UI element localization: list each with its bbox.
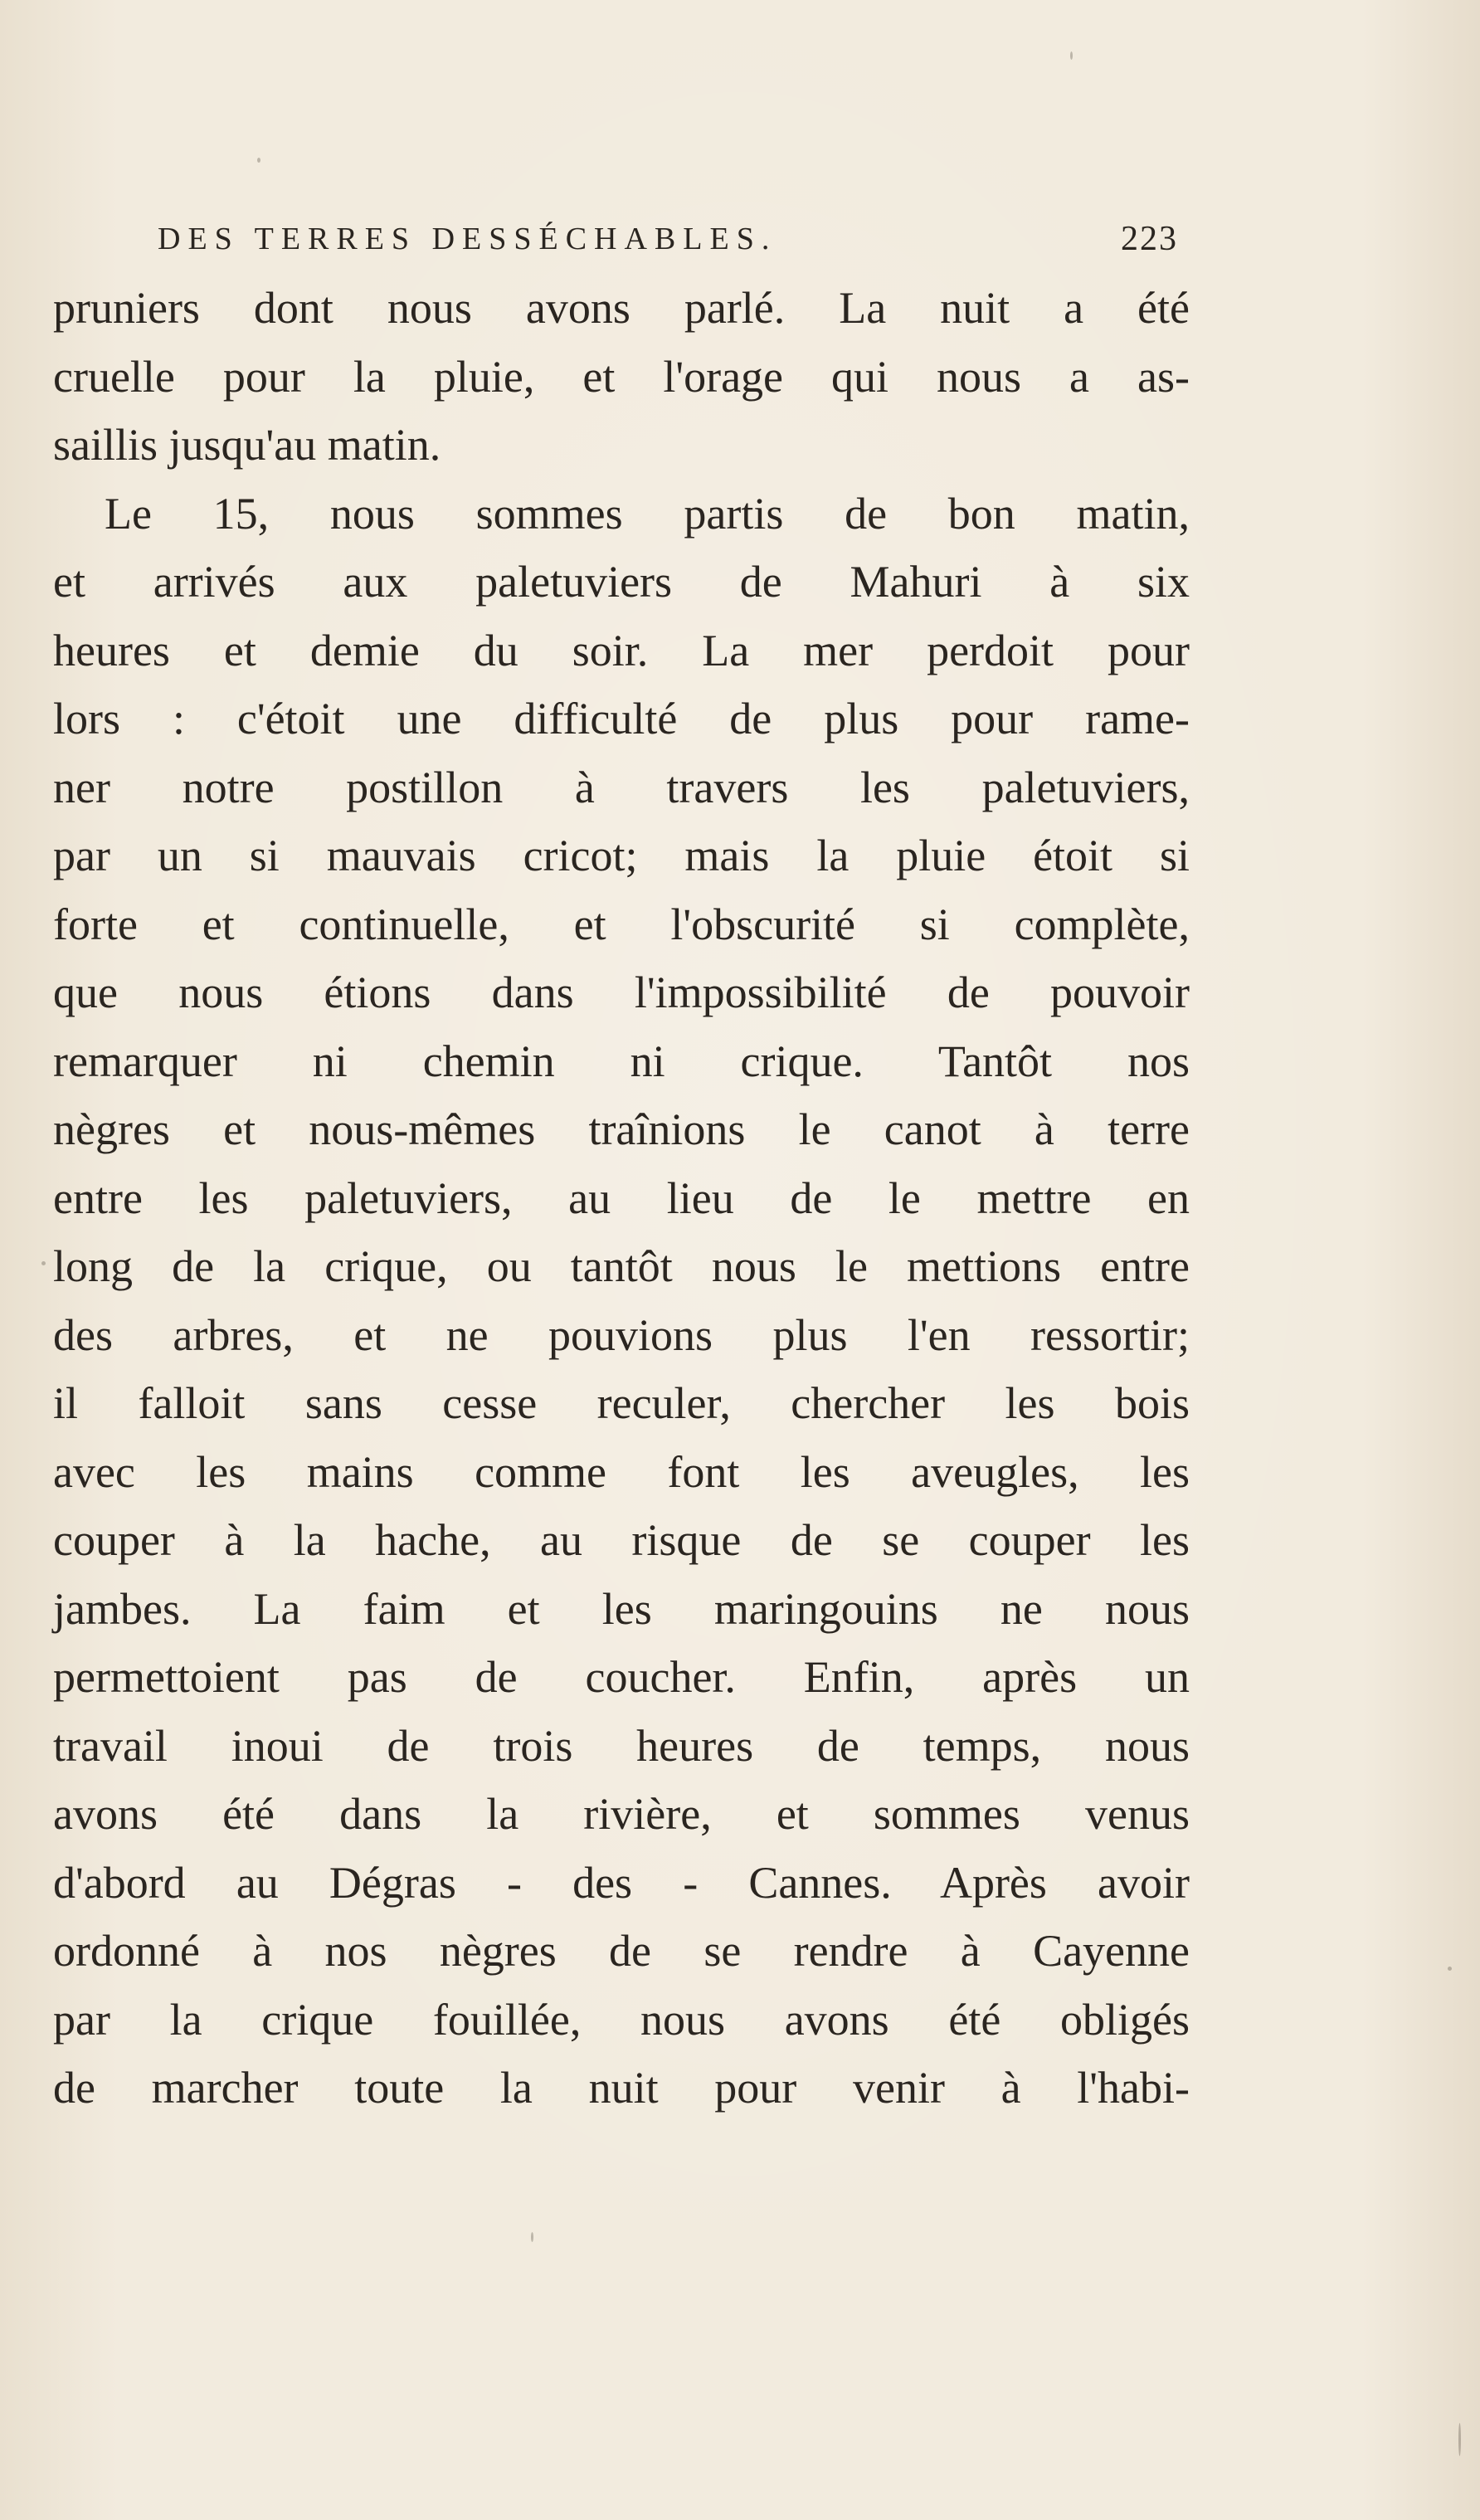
text-line: travail inoui de trois heures de temps, nous	[53, 1720, 1190, 1771]
text-line: cruelle pour la pluie, et l'orage qui nous a as-	[53, 351, 1190, 402]
text-line: Le 15, nous sommes partis de bon matin,	[105, 488, 1190, 539]
text-line: nègres et nous-mêmes traînions le canot à terre	[53, 1104, 1190, 1154]
page-number: 223	[1121, 220, 1178, 258]
text-line: il falloit sans cesse reculer, chercher les bois	[53, 1378, 1190, 1428]
text-line: avons été dans la rivière, et sommes venus	[53, 1789, 1190, 1839]
text-line: par un si mauvais cricot; mais la pluie étoit si	[53, 831, 1190, 880]
text-line: ordonné à nos nègres de se rendre à Cayenne	[53, 1926, 1190, 1976]
text-line: avec les mains comme font les aveugles, les	[53, 1446, 1190, 1497]
running-title: DES TERRES DESSÉCHABLES.	[158, 222, 777, 256]
text-line: et arrivés aux paletuviers de Mahuri à six	[53, 557, 1190, 607]
text-line: que nous étions dans l'impossibilité de pouvoir	[53, 968, 1190, 1017]
text-line: heures et demie du soir. La mer perdoit pour	[53, 625, 1190, 675]
page-header	[158, 214, 1178, 264]
paper-speck	[1458, 2423, 1461, 2456]
text-line: pruniers dont nous avons parlé. La nuit a été	[53, 283, 1190, 333]
paper-speck	[1070, 51, 1073, 60]
paper-speck	[257, 158, 260, 163]
text-line: des arbres, et ne pouvions plus l'en ressortir;	[53, 1309, 1190, 1360]
text-line: forte et continuelle, et l'obscurité si complète,	[53, 899, 1190, 949]
text-line: d'abord au Dégras - des - Cannes. Après avoir	[53, 1857, 1190, 1908]
paper-speck	[531, 2232, 533, 2242]
text-line: long de la crique, ou tantôt nous le mettions entre	[53, 1241, 1190, 1291]
paper-speck	[41, 1261, 46, 1265]
text-line: remarquer ni chemin ni crique. Tantôt nos	[53, 1036, 1190, 1086]
text-line: couper à la hache, au risque de se couper les	[53, 1515, 1190, 1565]
text-line: de marcher toute la nuit pour venir à l'habi-	[53, 2063, 1190, 2113]
text-line: ner notre postillon à travers les paletuviers,	[53, 762, 1190, 812]
text-line: permettoient pas de coucher. Enfin, après un	[53, 1652, 1190, 1702]
text-line: entre les paletuviers, au lieu de le mettre en	[53, 1172, 1190, 1223]
text-line: lors : c'étoit une difficulté de plus pour rame-	[53, 694, 1190, 743]
text-line: jambes. La faim et les maringouins ne nous	[53, 1583, 1190, 1634]
body-text	[53, 274, 1190, 2123]
text-line: saillis jusqu'au matin.	[53, 420, 441, 470]
paper-speck	[1448, 1967, 1452, 1971]
text-line: par la crique fouillée, nous avons été obligés	[53, 1994, 1190, 2045]
